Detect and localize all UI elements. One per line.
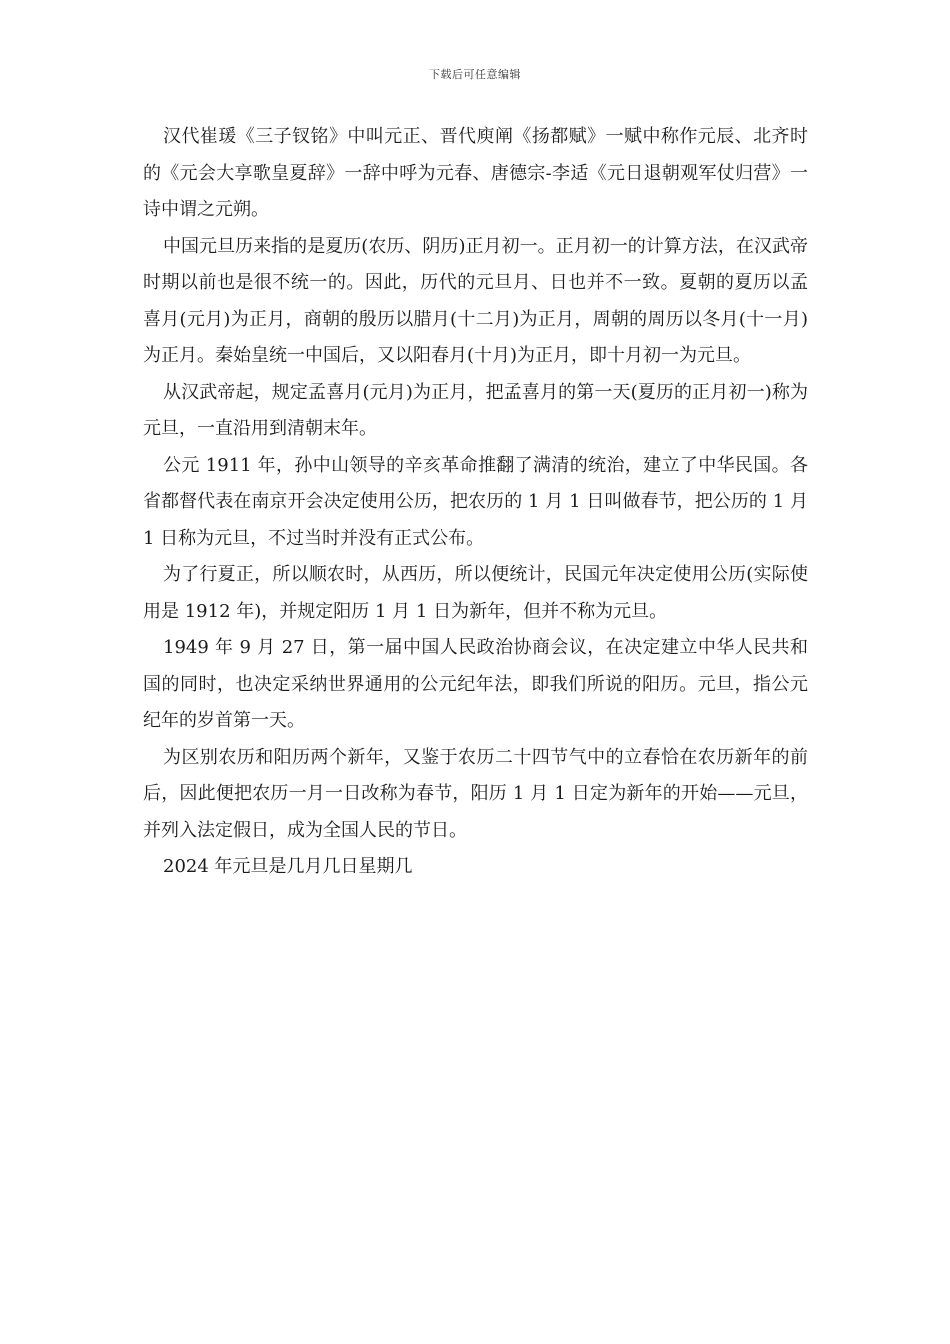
- paragraph-7: 为区别农历和阳历两个新年，又鉴于农历二十四节气中的立春恰在农历新年的前后，因此便把农历一月一日改称为春节，阳历 1 月 1 日定为新年的开始——元旦，并列入法定假日，成为全国人民的节日。: [143, 746, 808, 841]
- paragraph-1: 汉代崔瑗《三子钗铭》中叫元正、晋代庾阐《扬都赋》一赋中称作元辰、北齐时的《元会大享歌皇夏辞》一辞中呼为元春、唐德宗-李适《元日退朝观军仗归营》一诗中谓之元朔。: [143, 126, 808, 220]
- paragraph-6: 1949 年 9 月 27 日，第一届中国人民政治协商会议，在决定建立中华人民共和国的同时，也决定采纳世界通用的公元纪年法，即我们所说的阳历。元旦，指公元纪年的岁首第一天。: [143, 637, 808, 731]
- document-body: [143, 119, 808, 886]
- paragraph-8: 2024 年元旦是几月几日星期几: [163, 856, 413, 877]
- paragraph-5: 为了行夏正，所以顺农时，从西历，所以便统计，民国元年决定使用公历(实际使用是 1912 年)，并规定阳历 1 月 1 日为新年，但并不称为元旦。: [143, 564, 808, 622]
- page-header: 下载后可任意编辑: [429, 68, 521, 81]
- paragraph-4: 公元 1911 年，孙中山领导的辛亥革命推翻了满清的统治，建立了中华民国。各省都督代表在南京开会决定使用公历，把农历的 1 月 1 日叫做春节，把公历的 1 月 1 日称为元旦，不过当时并没有正式公布。: [143, 454, 808, 549]
- paragraph-2: 中国元旦历来指的是夏历(农历、阴历)正月初一。正月初一的计算方法，在汉武帝时期以前也是很不统一的。因此，历代的元旦月、日也并不一致。夏朝的夏历以孟喜月(元月)为正月，商朝的殷历以腊月(十二月)为正月，周朝的周历以冬月(十一月)为正月。秦始皇统一中国后，又以阳春月(十月)为正月，即十月初一为元旦。: [143, 235, 808, 366]
- paragraph-3: 从汉武帝起，规定孟喜月(元月)为正月，把孟喜月的第一天(夏历的正月初一)称为元旦，一直沿用到清朝末年。: [143, 381, 808, 439]
